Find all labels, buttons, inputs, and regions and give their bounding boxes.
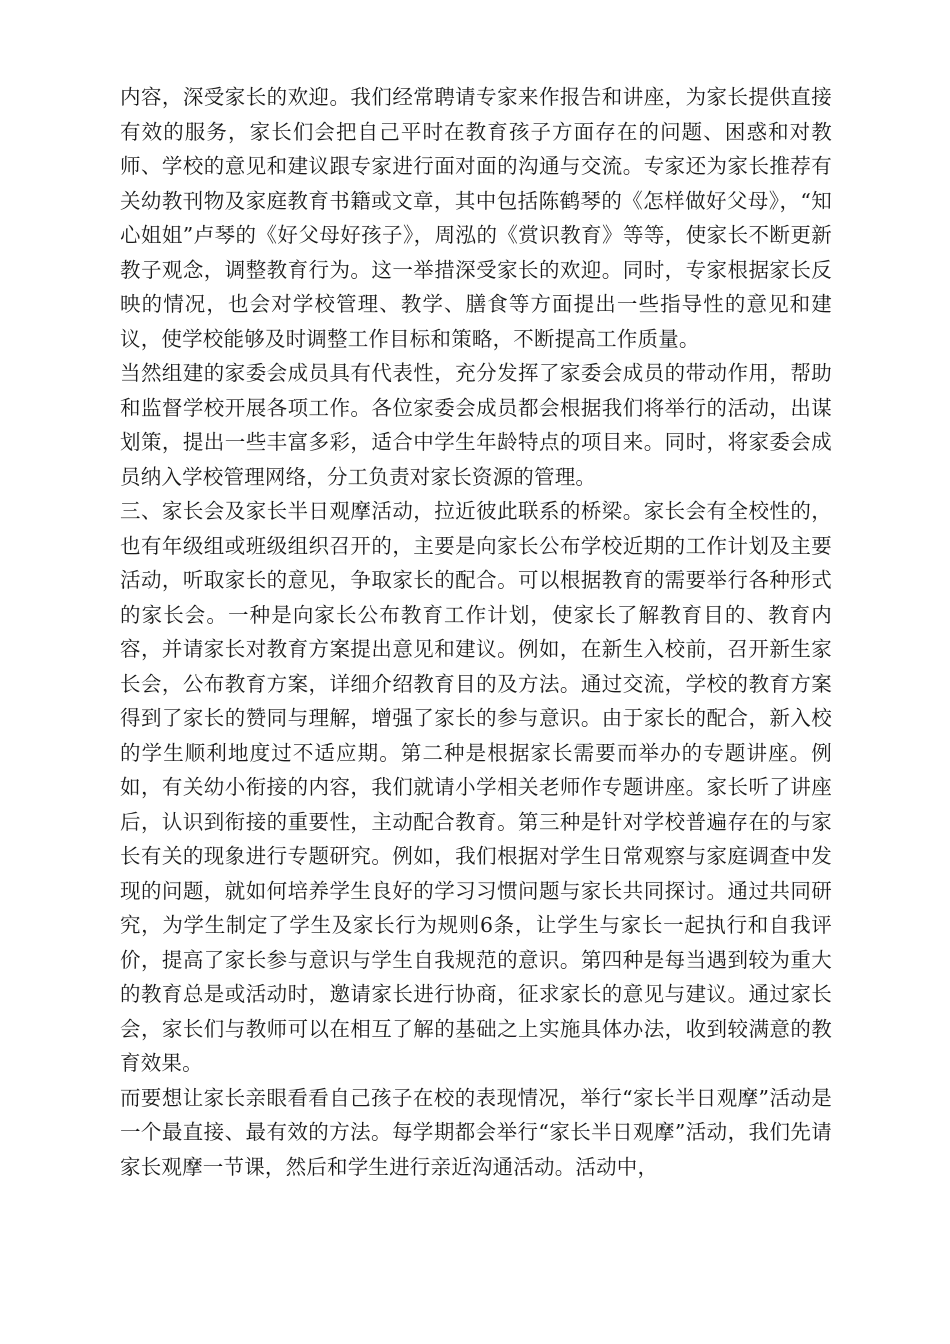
paragraph-parent-committee: 当然组建的家委会成员具有代表性，充分发挥了家委会成员的带动作用，帮助和监督学校开展各项工作。各位家委会成员都会根据我们将举行的活动，出谋划策，提出一些丰富多彩，适合中学生年龄特点的项目来。同时，将家委会成员纳入学校管理网络，分工负责对家长资源的管理。	[120, 361, 832, 489]
paragraph-half-day-observation: 而要想让家长亲眼看看自己孩子在校的表现情况，举行“家长半日观摩”活动是一个最直接、最有效的方法。每学期都会举行“家长半日观摩”活动，我们先请家长观摩一节课，然后和学生进行亲近沟通活动。活动中，	[120, 1085, 832, 1179]
document-page	[120, 80, 832, 1184]
paragraph-expert-lectures: 内容，深受家长的欢迎。我们经常聘请专家来作报告和讲座，为家长提供直接有效的服务，家长们会把自己平时在教育孩子方面存在的问题、困惑和对教师、学校的意见和建议跟专家进行面对面的沟通与交流。专家还为家长推荐有关幼教刊物及家庭教育书籍或文章，其中包括陈鹤琴的《怎样做好父母》，“知心姐姐”卢琴的《好父母好孩子》，周泓的《赏识教育》等等，使家长不断更新教子观念，调整教育行为。这一举措深受家长的欢迎。同时，专家根据家长反映的情况，也会对学校管理、教学、膳食等方面提出一些指导性的意见和建议，使学校能够及时调整工作目标和策略，不断提高工作质量。	[120, 85, 832, 351]
paragraph-parent-meetings: 三、家长会及家长半日观摩活动，拉近彼此联系的桥梁。家长会有全校性的，也有年级组或班级组织召开的，主要是向家长公布学校近期的工作计划及主要活动，听取家长的意见，争取家长的配合。可以根据教育的需要举行各种形式的家长会。一种是向家长公布教育工作计划，使家长了解教育目的、教育内容，并请家长对教育方案提出意见和建议。例如，在新生入校前，召开新生家长会，公布教育方案，详细介绍教育目的及方法。通过交流，学校的教育方案得到了家长的赞同与理解，增强了家长的参与意识。由于家长的配合，新入校的学生顺利地度过不适应期。第二种是根据家长需要而举办的专题讲座。例如，有关幼小衔接的内容，我们就请小学相关老师作专题讲座。家长听了讲座后，认识到衔接的重要性，主动配合教育。第三种是针对学校普遍存在的与家长有关的现象进行专题研究。例如，我们根据对学生日常观察与家庭调查中发现的问题，就如何培养学生良好的学习习惯问题与家长共同探讨。通过共同研究，为学生制定了学生及家长行为规则6条，让学生与家长一起执行和自我评价，提高了家长参与意识与学生自我规范的意识。第四种是每当遇到较为重大的教育总是或活动时，邀请家长进行协商，征求家长的意见与建议。通过家长会，家长们与教师可以在相互了解的基础之上实施具体办法，收到较满意的教育效果。	[120, 499, 832, 1075]
